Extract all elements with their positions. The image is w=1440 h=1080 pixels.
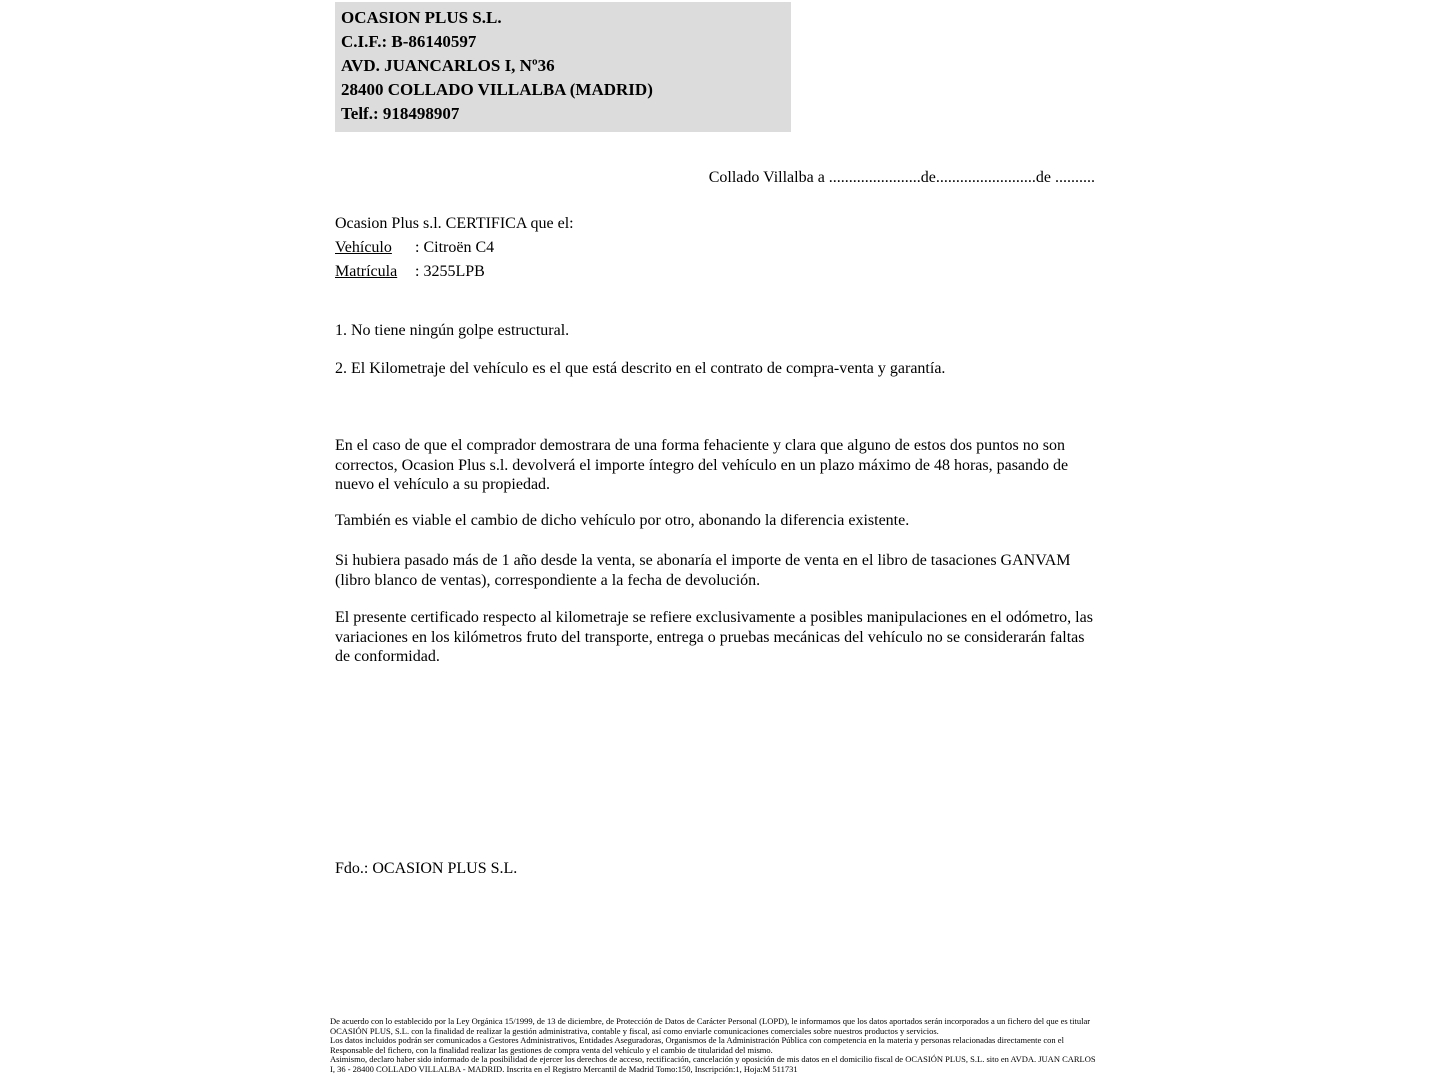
certificate-point-2: 2. El Kilometraje del vehículo es el que está descrito en el contrato de compra-venta y garantía. [335,360,946,377]
body-paragraph-ganvam: Si hubiera pasado más de 1 año desde la venta, se abonaría el importe de venta en el libro de tasaciones GANVAM (libro blanco de ventas), correspondiente a la fecha de devolución. [335,552,1071,589]
company-address: AVD. JUANCARLOS I, Nº36 [341,56,555,75]
company-phone: Telf.: 918498907 [341,104,460,123]
body-paragraph-refund: En el caso de que el comprador demostrara de una forma fehaciente y clara que alguno de estos dos puntos no son correctos, Ocasion Plus s.l. devolverá el importe íntegro del vehículo en un plazo máximo de 48 horas, pasando de nuevo el vehículo a su propiedad. [335,437,1069,493]
certification-block [335,212,1095,284]
date-line: Collado Villalba a .......................de.........................de .......... [708,169,1095,186]
signature-line: Fdo.: OCASION PLUS S.L. [335,860,518,877]
vehicle-label: Vehículo [335,239,392,256]
plate-row [335,260,1095,284]
legal-paragraph-rights: Asimismo, declaro haber sido informado de la posibilidad de ejercer los derechos de acceso, rectificación, cancelación y oposición de mis datos en el domicilio fiscal de OCASIÓN PLUS, S.L. sito en AVDA. JUAN CARLOS I, 36 - 28400 COLLADO VILLALBA - MADRID. Inscrita en el Registro Mercantil de Madrid Tomo:150, Inscripción:1, Hoja:M 511731 [330,1054,1096,1074]
company-cif: C.I.F.: B-86140597 [341,32,477,51]
legal-paragraph-lopd: De acuerdo con lo establecido por la Ley Orgánica 15/1999, de 13 de diciembre, de Protección de Datos de Carácter Personal (LOPD), le informamos que los datos aportados serán incorporados a un fichero del que es titular OCASIÓN PLUS, S.L. con la finalidad de realizar la gestión administrativa, contable y fiscal, así como enviarle comunicaciones comerciales sobre nuestros productos y servicios. [330,1016,1091,1036]
legal-paragraph-data-sharing: Los datos incluidos podrán ser comunicados a Gestores Administrativos, Entidades Aseguradoras, Organismos de la Administración Pública con competencia en la materia y personas relacionadas directamente con el Responsable del fichero, con la finalidad realizar las gestiones de compra venta del vehículo y el cambio de titularidad del mismo. [330,1035,1064,1055]
plate-label: Matrícula [335,263,398,280]
legal-notice [330,1017,1102,1075]
company-header-box [335,2,791,132]
company-name: OCASION PLUS S.L. [341,8,502,27]
certificate-point-1: 1. No tiene ningún golpe estructural. [335,322,570,339]
body-paragraph-exchange: También es viable el cambio de dicho vehículo por otro, abonando la diferencia existente. [335,512,910,529]
vehicle-value: : Citroën C4 [415,239,495,256]
certification-statement: Ocasion Plus s.l. CERTIFICA que el: [335,215,574,232]
body-paragraph-odometer: El presente certificado respecto al kilometraje se refiere exclusivamente a posibles manipulaciones en el odómetro, las variaciones en los kilómetros fruto del transporte, entrega o pruebas mecánicas del vehículo no se considerarán faltas de conformidad. [335,609,1093,665]
vehicle-row [335,236,1095,260]
company-city: 28400 COLLADO VILLALBA (MADRID) [341,80,653,99]
plate-value: : 3255LPB [415,263,485,280]
